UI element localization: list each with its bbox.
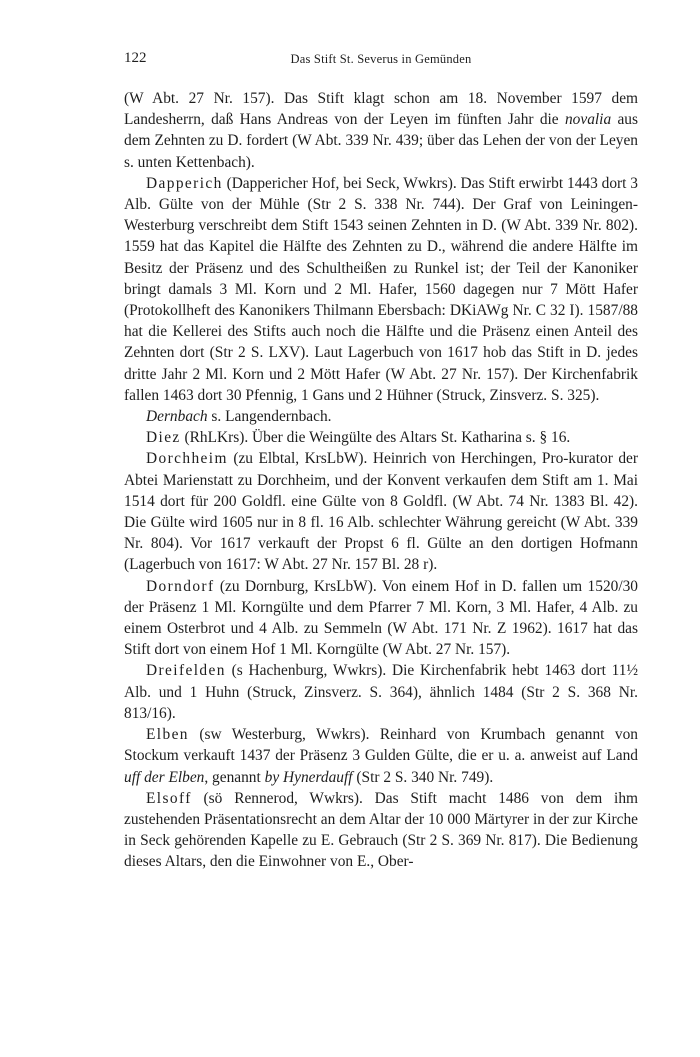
entry-elsoff: Elsoff (sö Rennerod, Wwkrs). Das Stift macht 1486 von dem ihm zustehenden Präsentationsrecht an dem Altar der 10 000 Märtyrer in der zur Kirche in Seck gehörenden Kapelle zu E. Gebrauch (Str 2 S. 369 Nr. 817). Die Bedienung dieses Altars, den die Einwohner von E., Ober- <box>124 789 638 871</box>
entry-heading: Dapperich <box>146 174 223 192</box>
paragraph-continuation: (W Abt. 27 Nr. 157). Das Stift klagt schon am 18. November 1597 dem Landesherrn, daß Hans Andreas von der Leyen im fünften Jahr die novalia aus dem Zehnten zu D. fordert (W Abt. 339 Nr. 439; über das Lehen der von der Leyen s. unten Kettenbach). <box>124 90 638 171</box>
entry-dreifelden: Dreifelden (s Hachenburg, Wwkrs). Die Kirchenfabrik hebt 1463 dort 11½ Alb. und 1 Huhn (Struck, Zinsverz. S. 364), ähnlich 1484 (Str 2 S. 368 Nr. 813/16). <box>124 662 638 722</box>
running-title: Das Stift St. Severus in Gemünden <box>290 52 472 66</box>
entry-diez: Diez (RhLKrs). Über die Weingülte des Altars St. Katharina s. § 16. <box>146 429 571 447</box>
entry-dernbach: Dernbach s. Langendernbach. <box>146 408 332 426</box>
entry-heading: Elben <box>146 726 189 744</box>
quoted-place-name: by Hynerdauff <box>264 768 353 786</box>
entry-heading: Dernbach <box>146 408 208 426</box>
entry-dorchheim: Dorchheim (zu Elbtal, KrsLbW). Heinrich von Herchingen, Pro-kurator der Abtei Marienstatt zu Dorchheim, und der Konvent verkaufen dem Stift am 1. Mai 1514 dort für 200 Goldfl. eine Gülte von 8 Goldfl. (W Abt. 74 Nr. 1383 Bl. 42). Die Gülte wird 1605 nur in 8 fl. 16 Alb. schlechter Währung gereicht (W Abt. 339 Nr. 804). Vor 1617 verkauft der Propst 6 fl. Gülte an den dortigen Hofmann (Lagerbuch von 1617: W Abt. 27 Nr. 157 Bl. 28 r). <box>124 450 638 574</box>
entry-elben: Elben (sw Westerburg, Wwkrs). Reinhard von Krumbach genannt von Stockum verkauft 1437 der Präsenz 3 Gulden Gülte, die er u. a. anweist auf Land uff der Elben, genannt by Hynerdauff (Str 2 S. 340 Nr. 749). <box>124 726 638 786</box>
entry-dapperich: Dapperich (Dappericher Hof, bei Seck, Wwkrs). Das Stift erwirbt 1443 dort 3 Alb. Gülte von der Mühle (Str 2 S. 338 Nr. 744). Der Graf von Leiningen-Westerburg verschreibt dem Stift 1543 seinen Zehnten in D. (W Abt. 339 Nr. 802). 1559 hat das Kapitel die Hälfte des Zehnten zu D., während die andere Hälfte im Besitz der Präsenz und des Schultheißen zu Runkel ist; der Teil der Kanoniker bringt damals 3 Ml. Korn und 2 Ml. Hafer, 1560 dagegen nur 7 Mött Hafer (Protokollheft des Kanonikers Thilmann Ebersbach: DKiAWg Nr. C 32 I). 1587/88 hat die Kellerei des Stifts auch noch die Hälfte und die Präsenz einen Anteil des Zehnten dort (Str 2 S. LXV). Laut Lagerbuch von 1617 hob das Stift in D. jedes dritte Jahr 2 Ml. Korn und 2 Mött Hafer (W Abt. 27 Nr. 157). Der Kirchenfabrik fallen 1463 dort 30 Pfennig, 1 Gans und 2 Hühner (Struck, Zinsverz. S. 325). <box>124 174 638 404</box>
entry-heading: Dreifelden <box>146 662 226 680</box>
latin-term: novalia <box>564 111 612 129</box>
quoted-place-name: uff der Elben <box>124 768 205 786</box>
entry-heading: Elsoff <box>146 789 192 807</box>
page-number: 122 <box>124 50 147 66</box>
body-text <box>124 88 638 873</box>
entry-heading: Dorchheim <box>146 450 228 468</box>
entry-heading: Dorndorf <box>146 577 215 595</box>
entry-heading: Diez <box>146 429 181 447</box>
page-header <box>124 50 638 70</box>
entry-dorndorf: Dorndorf (zu Dornburg, KrsLbW). Von einem Hof in D. fallen um 1520/30 der Präsenz 1 Ml. Korngülte und dem Pfarrer 7 Ml. Korn, 3 Ml. Hafer, 4 Alb. zu einem Osterbrot und 4 Alb. zu Semmeln (W Abt. 171 Nr. Z 1962). 1617 hat das Stift dort von einem Hof 1 Ml. Korngülte (W Abt. 27 Nr. 157). <box>124 577 638 659</box>
